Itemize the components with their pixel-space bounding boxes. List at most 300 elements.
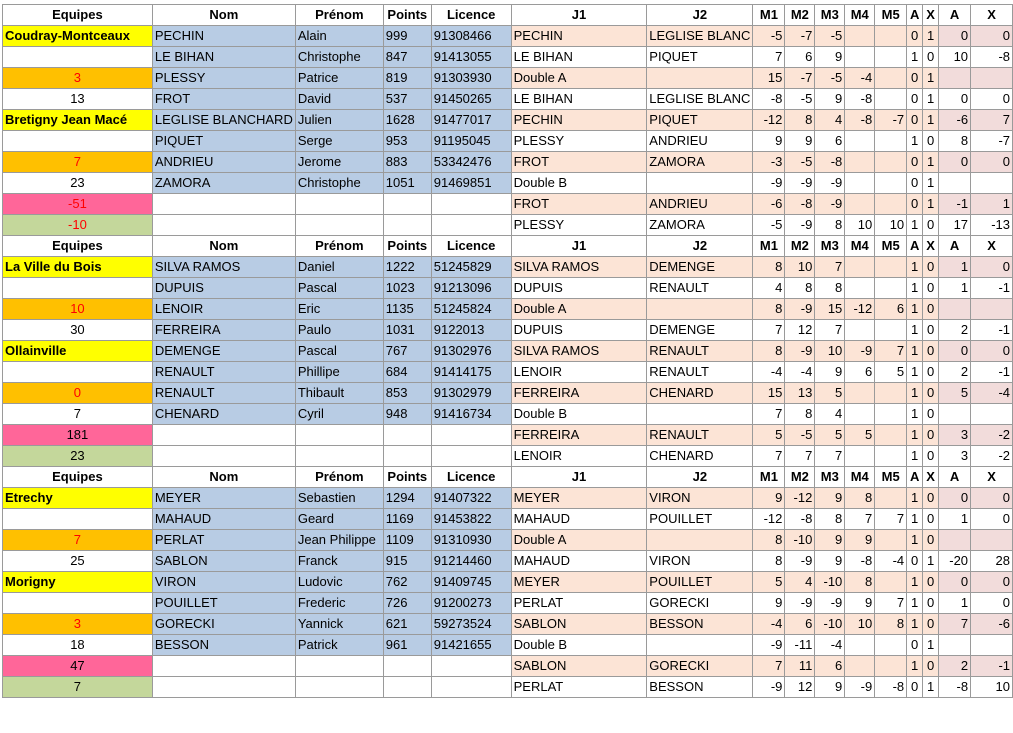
set-score-m1[interactable]: 15 xyxy=(753,383,785,404)
set-score-m2[interactable]: 9 xyxy=(785,131,815,152)
player-nom[interactable] xyxy=(152,677,295,698)
result-x[interactable]: 0 xyxy=(923,299,939,320)
set-score-m2[interactable]: 6 xyxy=(785,47,815,68)
set-score-m2[interactable]: -12 xyxy=(785,488,815,509)
set-score-m5[interactable] xyxy=(875,278,907,299)
player-points[interactable]: 621 xyxy=(383,614,431,635)
set-score-m2[interactable]: 7 xyxy=(785,446,815,467)
points-x[interactable]: 28 xyxy=(971,551,1013,572)
match-j1[interactable]: MEYER xyxy=(511,488,647,509)
set-score-m4[interactable] xyxy=(845,257,875,278)
set-score-m1[interactable]: -9 xyxy=(753,173,785,194)
player-nom[interactable]: POUILLET xyxy=(152,593,295,614)
result-a[interactable]: 1 xyxy=(907,446,923,467)
match-j2[interactable]: ZAMORA xyxy=(647,152,753,173)
player-points[interactable]: 762 xyxy=(383,572,431,593)
set-score-m4[interactable]: 10 xyxy=(845,614,875,635)
set-score-m1[interactable]: 5 xyxy=(753,425,785,446)
set-score-m1[interactable]: 8 xyxy=(753,257,785,278)
match-j2[interactable]: RENAULT xyxy=(647,425,753,446)
player-nom[interactable] xyxy=(152,656,295,677)
set-score-m5[interactable] xyxy=(875,194,907,215)
set-score-m3[interactable]: -8 xyxy=(815,152,845,173)
team-score[interactable]: 23 xyxy=(3,173,153,194)
column-header[interactable]: J1 xyxy=(511,467,647,488)
column-header[interactable]: M3 xyxy=(815,467,845,488)
points-a[interactable]: 17 xyxy=(939,215,971,236)
set-score-m5[interactable]: 7 xyxy=(875,593,907,614)
player-points[interactable]: 961 xyxy=(383,635,431,656)
set-score-m1[interactable]: 9 xyxy=(753,131,785,152)
result-x[interactable]: 1 xyxy=(923,110,939,131)
result-x[interactable]: 0 xyxy=(923,614,939,635)
result-x[interactable]: 1 xyxy=(923,677,939,698)
result-a[interactable]: 0 xyxy=(907,194,923,215)
match-j1[interactable]: SILVA RAMOS xyxy=(511,257,647,278)
points-a[interactable]: 1 xyxy=(939,509,971,530)
player-prenom[interactable]: Yannick xyxy=(295,614,383,635)
match-j1[interactable]: MAHAUD xyxy=(511,509,647,530)
set-score-m1[interactable]: 8 xyxy=(753,530,785,551)
player-points[interactable]: 915 xyxy=(383,551,431,572)
column-header[interactable]: Points xyxy=(383,467,431,488)
points-a[interactable] xyxy=(939,68,971,89)
set-score-m5[interactable]: 10 xyxy=(875,215,907,236)
result-x[interactable]: 1 xyxy=(923,89,939,110)
set-score-m2[interactable]: -9 xyxy=(785,593,815,614)
points-x[interactable] xyxy=(971,635,1013,656)
team-score[interactable]: 181 xyxy=(3,425,153,446)
player-licence[interactable]: 91213096 xyxy=(431,278,511,299)
points-x[interactable]: -13 xyxy=(971,215,1013,236)
points-a[interactable]: 1 xyxy=(939,257,971,278)
column-header[interactable]: M1 xyxy=(753,467,785,488)
match-j1[interactable]: LENOIR xyxy=(511,446,647,467)
result-x[interactable]: 1 xyxy=(923,635,939,656)
match-j2[interactable]: PIQUET xyxy=(647,47,753,68)
column-header[interactable]: A xyxy=(939,5,971,26)
column-header[interactable]: M5 xyxy=(875,5,907,26)
player-prenom[interactable] xyxy=(295,677,383,698)
set-score-m4[interactable]: 10 xyxy=(845,215,875,236)
result-x[interactable]: 1 xyxy=(923,194,939,215)
team-score[interactable]: 10 xyxy=(3,299,153,320)
points-a[interactable]: 8 xyxy=(939,131,971,152)
set-score-m4[interactable] xyxy=(845,656,875,677)
points-x[interactable]: 0 xyxy=(971,257,1013,278)
player-licence[interactable]: 91302976 xyxy=(431,341,511,362)
match-j1[interactable]: FROT xyxy=(511,152,647,173)
player-prenom[interactable] xyxy=(295,446,383,467)
player-nom[interactable] xyxy=(152,425,295,446)
match-j1[interactable]: FERREIRA xyxy=(511,383,647,404)
set-score-m4[interactable]: -9 xyxy=(845,677,875,698)
set-score-m2[interactable]: 8 xyxy=(785,404,815,425)
result-a[interactable]: 0 xyxy=(907,89,923,110)
result-a[interactable]: 1 xyxy=(907,215,923,236)
player-points[interactable]: 1051 xyxy=(383,173,431,194)
player-nom[interactable]: VIRON xyxy=(152,572,295,593)
player-licence[interactable] xyxy=(431,194,511,215)
set-score-m1[interactable]: 7 xyxy=(753,656,785,677)
set-score-m1[interactable]: -4 xyxy=(753,614,785,635)
player-points[interactable]: 537 xyxy=(383,89,431,110)
result-a[interactable]: 0 xyxy=(907,110,923,131)
player-prenom[interactable]: Patrice xyxy=(295,68,383,89)
points-x[interactable]: 0 xyxy=(971,488,1013,509)
column-header[interactable]: M1 xyxy=(753,5,785,26)
set-score-m5[interactable] xyxy=(875,89,907,110)
points-a[interactable]: -20 xyxy=(939,551,971,572)
match-j2[interactable]: ANDRIEU xyxy=(647,131,753,152)
set-score-m2[interactable]: -7 xyxy=(785,26,815,47)
column-header[interactable]: M4 xyxy=(845,5,875,26)
match-j1[interactable]: Double B xyxy=(511,173,647,194)
set-score-m5[interactable] xyxy=(875,656,907,677)
player-points[interactable]: 1135 xyxy=(383,299,431,320)
player-nom[interactable]: ANDRIEU xyxy=(152,152,295,173)
set-score-m5[interactable] xyxy=(875,530,907,551)
column-header[interactable]: M2 xyxy=(785,5,815,26)
points-a[interactable]: 7 xyxy=(939,614,971,635)
player-licence[interactable] xyxy=(431,215,511,236)
player-points[interactable] xyxy=(383,446,431,467)
column-header[interactable]: Licence xyxy=(431,467,511,488)
player-points[interactable]: 1023 xyxy=(383,278,431,299)
result-x[interactable]: 0 xyxy=(923,320,939,341)
team-score[interactable]: 47 xyxy=(3,656,153,677)
set-score-m3[interactable]: 6 xyxy=(815,131,845,152)
set-score-m4[interactable]: -4 xyxy=(845,68,875,89)
player-licence[interactable] xyxy=(431,446,511,467)
set-score-m3[interactable]: 8 xyxy=(815,215,845,236)
set-score-m3[interactable]: 15 xyxy=(815,299,845,320)
team-score[interactable]: 7 xyxy=(3,530,153,551)
match-j2[interactable]: POUILLET xyxy=(647,572,753,593)
points-a[interactable]: -1 xyxy=(939,194,971,215)
player-prenom[interactable]: Sebastien xyxy=(295,488,383,509)
player-nom[interactable]: SILVA RAMOS xyxy=(152,257,295,278)
player-prenom[interactable]: Jerome xyxy=(295,152,383,173)
player-licence[interactable] xyxy=(431,425,511,446)
points-a[interactable] xyxy=(939,404,971,425)
set-score-m3[interactable]: 6 xyxy=(815,656,845,677)
player-nom[interactable]: FROT xyxy=(152,89,295,110)
match-j1[interactable]: PERLAT xyxy=(511,593,647,614)
result-x[interactable]: 0 xyxy=(923,257,939,278)
team-score[interactable]: 0 xyxy=(3,383,153,404)
points-a[interactable]: 2 xyxy=(939,656,971,677)
match-j1[interactable]: MEYER xyxy=(511,572,647,593)
result-a[interactable]: 1 xyxy=(907,47,923,68)
set-score-m4[interactable]: 5 xyxy=(845,425,875,446)
player-points[interactable]: 819 xyxy=(383,68,431,89)
set-score-m3[interactable]: 9 xyxy=(815,530,845,551)
set-score-m3[interactable]: 7 xyxy=(815,320,845,341)
match-j2[interactable]: GORECKI xyxy=(647,656,753,677)
result-a[interactable]: 0 xyxy=(907,635,923,656)
player-nom[interactable]: RENAULT xyxy=(152,362,295,383)
set-score-m4[interactable]: 9 xyxy=(845,530,875,551)
result-x[interactable]: 0 xyxy=(923,404,939,425)
match-j2[interactable]: CHENARD xyxy=(647,446,753,467)
set-score-m5[interactable] xyxy=(875,383,907,404)
column-header[interactable]: X xyxy=(971,5,1013,26)
points-a[interactable]: 0 xyxy=(939,572,971,593)
result-x[interactable]: 1 xyxy=(923,68,939,89)
player-licence[interactable]: 9122013 xyxy=(431,320,511,341)
set-score-m5[interactable] xyxy=(875,26,907,47)
result-a[interactable]: 1 xyxy=(907,614,923,635)
match-j2[interactable] xyxy=(647,299,753,320)
team-name[interactable]: Morigny xyxy=(3,572,153,593)
set-score-m5[interactable] xyxy=(875,488,907,509)
set-score-m4[interactable]: 8 xyxy=(845,572,875,593)
match-j1[interactable]: SABLON xyxy=(511,614,647,635)
player-prenom[interactable]: Ludovic xyxy=(295,572,383,593)
player-nom[interactable]: CHENARD xyxy=(152,404,295,425)
match-j1[interactable]: FERREIRA xyxy=(511,425,647,446)
player-points[interactable] xyxy=(383,425,431,446)
player-nom[interactable]: PECHIN xyxy=(152,26,295,47)
column-header[interactable]: Prénom xyxy=(295,5,383,26)
set-score-m1[interactable]: -9 xyxy=(753,677,785,698)
set-score-m1[interactable]: 8 xyxy=(753,299,785,320)
team-score[interactable] xyxy=(3,278,153,299)
result-x[interactable]: 0 xyxy=(923,215,939,236)
player-nom[interactable]: DEMENGE xyxy=(152,341,295,362)
result-x[interactable]: 0 xyxy=(923,383,939,404)
player-nom[interactable]: GORECKI xyxy=(152,614,295,635)
player-nom[interactable]: SABLON xyxy=(152,551,295,572)
player-nom[interactable] xyxy=(152,215,295,236)
points-a[interactable]: 5 xyxy=(939,383,971,404)
set-score-m5[interactable] xyxy=(875,635,907,656)
set-score-m5[interactable] xyxy=(875,152,907,173)
player-prenom[interactable] xyxy=(295,194,383,215)
points-a[interactable] xyxy=(939,530,971,551)
match-j1[interactable]: PERLAT xyxy=(511,677,647,698)
result-a[interactable]: 1 xyxy=(907,530,923,551)
team-score[interactable]: 23 xyxy=(3,446,153,467)
result-x[interactable]: 0 xyxy=(923,131,939,152)
match-j2[interactable]: GORECKI xyxy=(647,593,753,614)
player-licence[interactable]: 59273524 xyxy=(431,614,511,635)
column-header[interactable]: M5 xyxy=(875,467,907,488)
column-header[interactable]: Equipes xyxy=(3,5,153,26)
column-header[interactable]: J2 xyxy=(647,5,753,26)
match-j1[interactable]: LE BIHAN xyxy=(511,89,647,110)
points-x[interactable] xyxy=(971,173,1013,194)
set-score-m1[interactable]: -8 xyxy=(753,89,785,110)
column-header[interactable]: A xyxy=(939,236,971,257)
set-score-m3[interactable]: -10 xyxy=(815,614,845,635)
column-header[interactable]: Licence xyxy=(431,5,511,26)
player-points[interactable]: 999 xyxy=(383,26,431,47)
column-header[interactable]: M3 xyxy=(815,5,845,26)
set-score-m1[interactable]: 9 xyxy=(753,593,785,614)
set-score-m2[interactable]: 12 xyxy=(785,320,815,341)
points-x[interactable]: 0 xyxy=(971,341,1013,362)
set-score-m2[interactable]: -9 xyxy=(785,173,815,194)
column-header[interactable]: Nom xyxy=(152,5,295,26)
set-score-m5[interactable] xyxy=(875,173,907,194)
points-a[interactable]: 2 xyxy=(939,362,971,383)
column-header[interactable]: Prénom xyxy=(295,236,383,257)
result-x[interactable]: 1 xyxy=(923,152,939,173)
set-score-m5[interactable]: -4 xyxy=(875,551,907,572)
result-a[interactable]: 0 xyxy=(907,551,923,572)
set-score-m3[interactable]: -4 xyxy=(815,635,845,656)
column-header[interactable]: Points xyxy=(383,236,431,257)
set-score-m3[interactable]: -5 xyxy=(815,68,845,89)
match-j2[interactable] xyxy=(647,635,753,656)
set-score-m4[interactable] xyxy=(845,152,875,173)
player-nom[interactable]: LENOIR xyxy=(152,299,295,320)
player-prenom[interactable]: Julien xyxy=(295,110,383,131)
set-score-m3[interactable]: 9 xyxy=(815,89,845,110)
points-x[interactable]: -2 xyxy=(971,425,1013,446)
match-j1[interactable]: PECHIN xyxy=(511,110,647,131)
match-j2[interactable]: ZAMORA xyxy=(647,215,753,236)
result-a[interactable]: 1 xyxy=(907,509,923,530)
column-header[interactable]: Licence xyxy=(431,236,511,257)
points-x[interactable]: 0 xyxy=(971,593,1013,614)
points-a[interactable]: 3 xyxy=(939,446,971,467)
column-header[interactable]: M2 xyxy=(785,236,815,257)
player-licence[interactable]: 91310930 xyxy=(431,530,511,551)
result-x[interactable]: 0 xyxy=(923,530,939,551)
set-score-m1[interactable]: -3 xyxy=(753,152,785,173)
points-x[interactable]: 0 xyxy=(971,152,1013,173)
match-j2[interactable]: CHENARD xyxy=(647,383,753,404)
player-prenom[interactable]: Christophe xyxy=(295,173,383,194)
player-prenom[interactable]: Pascal xyxy=(295,341,383,362)
match-j1[interactable]: SABLON xyxy=(511,656,647,677)
player-prenom[interactable]: David xyxy=(295,89,383,110)
player-prenom[interactable]: Patrick xyxy=(295,635,383,656)
player-nom[interactable]: MEYER xyxy=(152,488,295,509)
player-licence[interactable]: 91195045 xyxy=(431,131,511,152)
result-x[interactable]: 0 xyxy=(923,572,939,593)
column-header[interactable]: M4 xyxy=(845,236,875,257)
player-licence[interactable]: 91308466 xyxy=(431,26,511,47)
set-score-m4[interactable]: -8 xyxy=(845,551,875,572)
points-a[interactable] xyxy=(939,299,971,320)
result-a[interactable]: 0 xyxy=(907,68,923,89)
team-score[interactable]: 18 xyxy=(3,635,153,656)
set-score-m3[interactable]: -9 xyxy=(815,173,845,194)
set-score-m3[interactable]: 9 xyxy=(815,488,845,509)
player-points[interactable]: 767 xyxy=(383,341,431,362)
set-score-m1[interactable]: 5 xyxy=(753,572,785,593)
team-score[interactable] xyxy=(3,47,153,68)
set-score-m2[interactable]: 13 xyxy=(785,383,815,404)
set-score-m2[interactable]: 11 xyxy=(785,656,815,677)
set-score-m3[interactable]: -10 xyxy=(815,572,845,593)
points-a[interactable]: 0 xyxy=(939,152,971,173)
points-x[interactable] xyxy=(971,68,1013,89)
result-a[interactable]: 1 xyxy=(907,362,923,383)
set-score-m4[interactable] xyxy=(845,194,875,215)
team-score[interactable]: 3 xyxy=(3,614,153,635)
set-score-m5[interactable] xyxy=(875,404,907,425)
match-j2[interactable] xyxy=(647,530,753,551)
player-points[interactable]: 684 xyxy=(383,362,431,383)
result-x[interactable]: 0 xyxy=(923,656,939,677)
result-a[interactable]: 1 xyxy=(907,383,923,404)
match-j2[interactable]: BESSON xyxy=(647,614,753,635)
player-nom[interactable]: RENAULT xyxy=(152,383,295,404)
player-licence[interactable]: 91416734 xyxy=(431,404,511,425)
player-nom[interactable]: DUPUIS xyxy=(152,278,295,299)
set-score-m3[interactable]: 9 xyxy=(815,677,845,698)
points-a[interactable]: 0 xyxy=(939,26,971,47)
set-score-m3[interactable]: -9 xyxy=(815,593,845,614)
points-x[interactable]: 10 xyxy=(971,677,1013,698)
set-score-m1[interactable]: 4 xyxy=(753,278,785,299)
player-licence[interactable]: 91413055 xyxy=(431,47,511,68)
set-score-m2[interactable]: -9 xyxy=(785,341,815,362)
player-nom[interactable]: PERLAT xyxy=(152,530,295,551)
set-score-m5[interactable]: 7 xyxy=(875,341,907,362)
column-header[interactable]: A xyxy=(939,467,971,488)
match-j2[interactable]: VIRON xyxy=(647,551,753,572)
column-header[interactable]: J1 xyxy=(511,5,647,26)
match-j2[interactable]: POUILLET xyxy=(647,509,753,530)
player-points[interactable] xyxy=(383,656,431,677)
column-header[interactable]: X xyxy=(923,5,939,26)
result-a[interactable]: 1 xyxy=(907,299,923,320)
set-score-m1[interactable]: -5 xyxy=(753,215,785,236)
match-j2[interactable]: BESSON xyxy=(647,677,753,698)
set-score-m1[interactable]: 9 xyxy=(753,488,785,509)
column-header[interactable]: Nom xyxy=(152,467,295,488)
points-a[interactable]: -8 xyxy=(939,677,971,698)
match-j1[interactable]: LE BIHAN xyxy=(511,47,647,68)
result-a[interactable]: 1 xyxy=(907,341,923,362)
set-score-m2[interactable]: -7 xyxy=(785,68,815,89)
points-x[interactable]: 0 xyxy=(971,572,1013,593)
set-score-m5[interactable] xyxy=(875,446,907,467)
player-points[interactable]: 1628 xyxy=(383,110,431,131)
set-score-m4[interactable] xyxy=(845,173,875,194)
set-score-m5[interactable]: 8 xyxy=(875,614,907,635)
set-score-m4[interactable] xyxy=(845,131,875,152)
result-a[interactable]: 1 xyxy=(907,425,923,446)
set-score-m5[interactable]: -7 xyxy=(875,110,907,131)
match-j2[interactable]: VIRON xyxy=(647,488,753,509)
set-score-m2[interactable]: -10 xyxy=(785,530,815,551)
result-x[interactable]: 0 xyxy=(923,509,939,530)
match-j1[interactable]: SILVA RAMOS xyxy=(511,341,647,362)
player-licence[interactable]: 91200273 xyxy=(431,593,511,614)
result-x[interactable]: 0 xyxy=(923,278,939,299)
player-points[interactable] xyxy=(383,215,431,236)
column-header[interactable]: Points xyxy=(383,5,431,26)
set-score-m1[interactable]: -6 xyxy=(753,194,785,215)
result-a[interactable]: 0 xyxy=(907,173,923,194)
set-score-m2[interactable]: -5 xyxy=(785,152,815,173)
result-a[interactable]: 1 xyxy=(907,404,923,425)
match-j1[interactable]: DUPUIS xyxy=(511,320,647,341)
match-j1[interactable]: PECHIN xyxy=(511,26,647,47)
player-nom[interactable]: FERREIRA xyxy=(152,320,295,341)
set-score-m4[interactable] xyxy=(845,26,875,47)
team-name[interactable]: Bretigny Jean Macé xyxy=(3,110,153,131)
points-x[interactable] xyxy=(971,404,1013,425)
set-score-m4[interactable] xyxy=(845,635,875,656)
